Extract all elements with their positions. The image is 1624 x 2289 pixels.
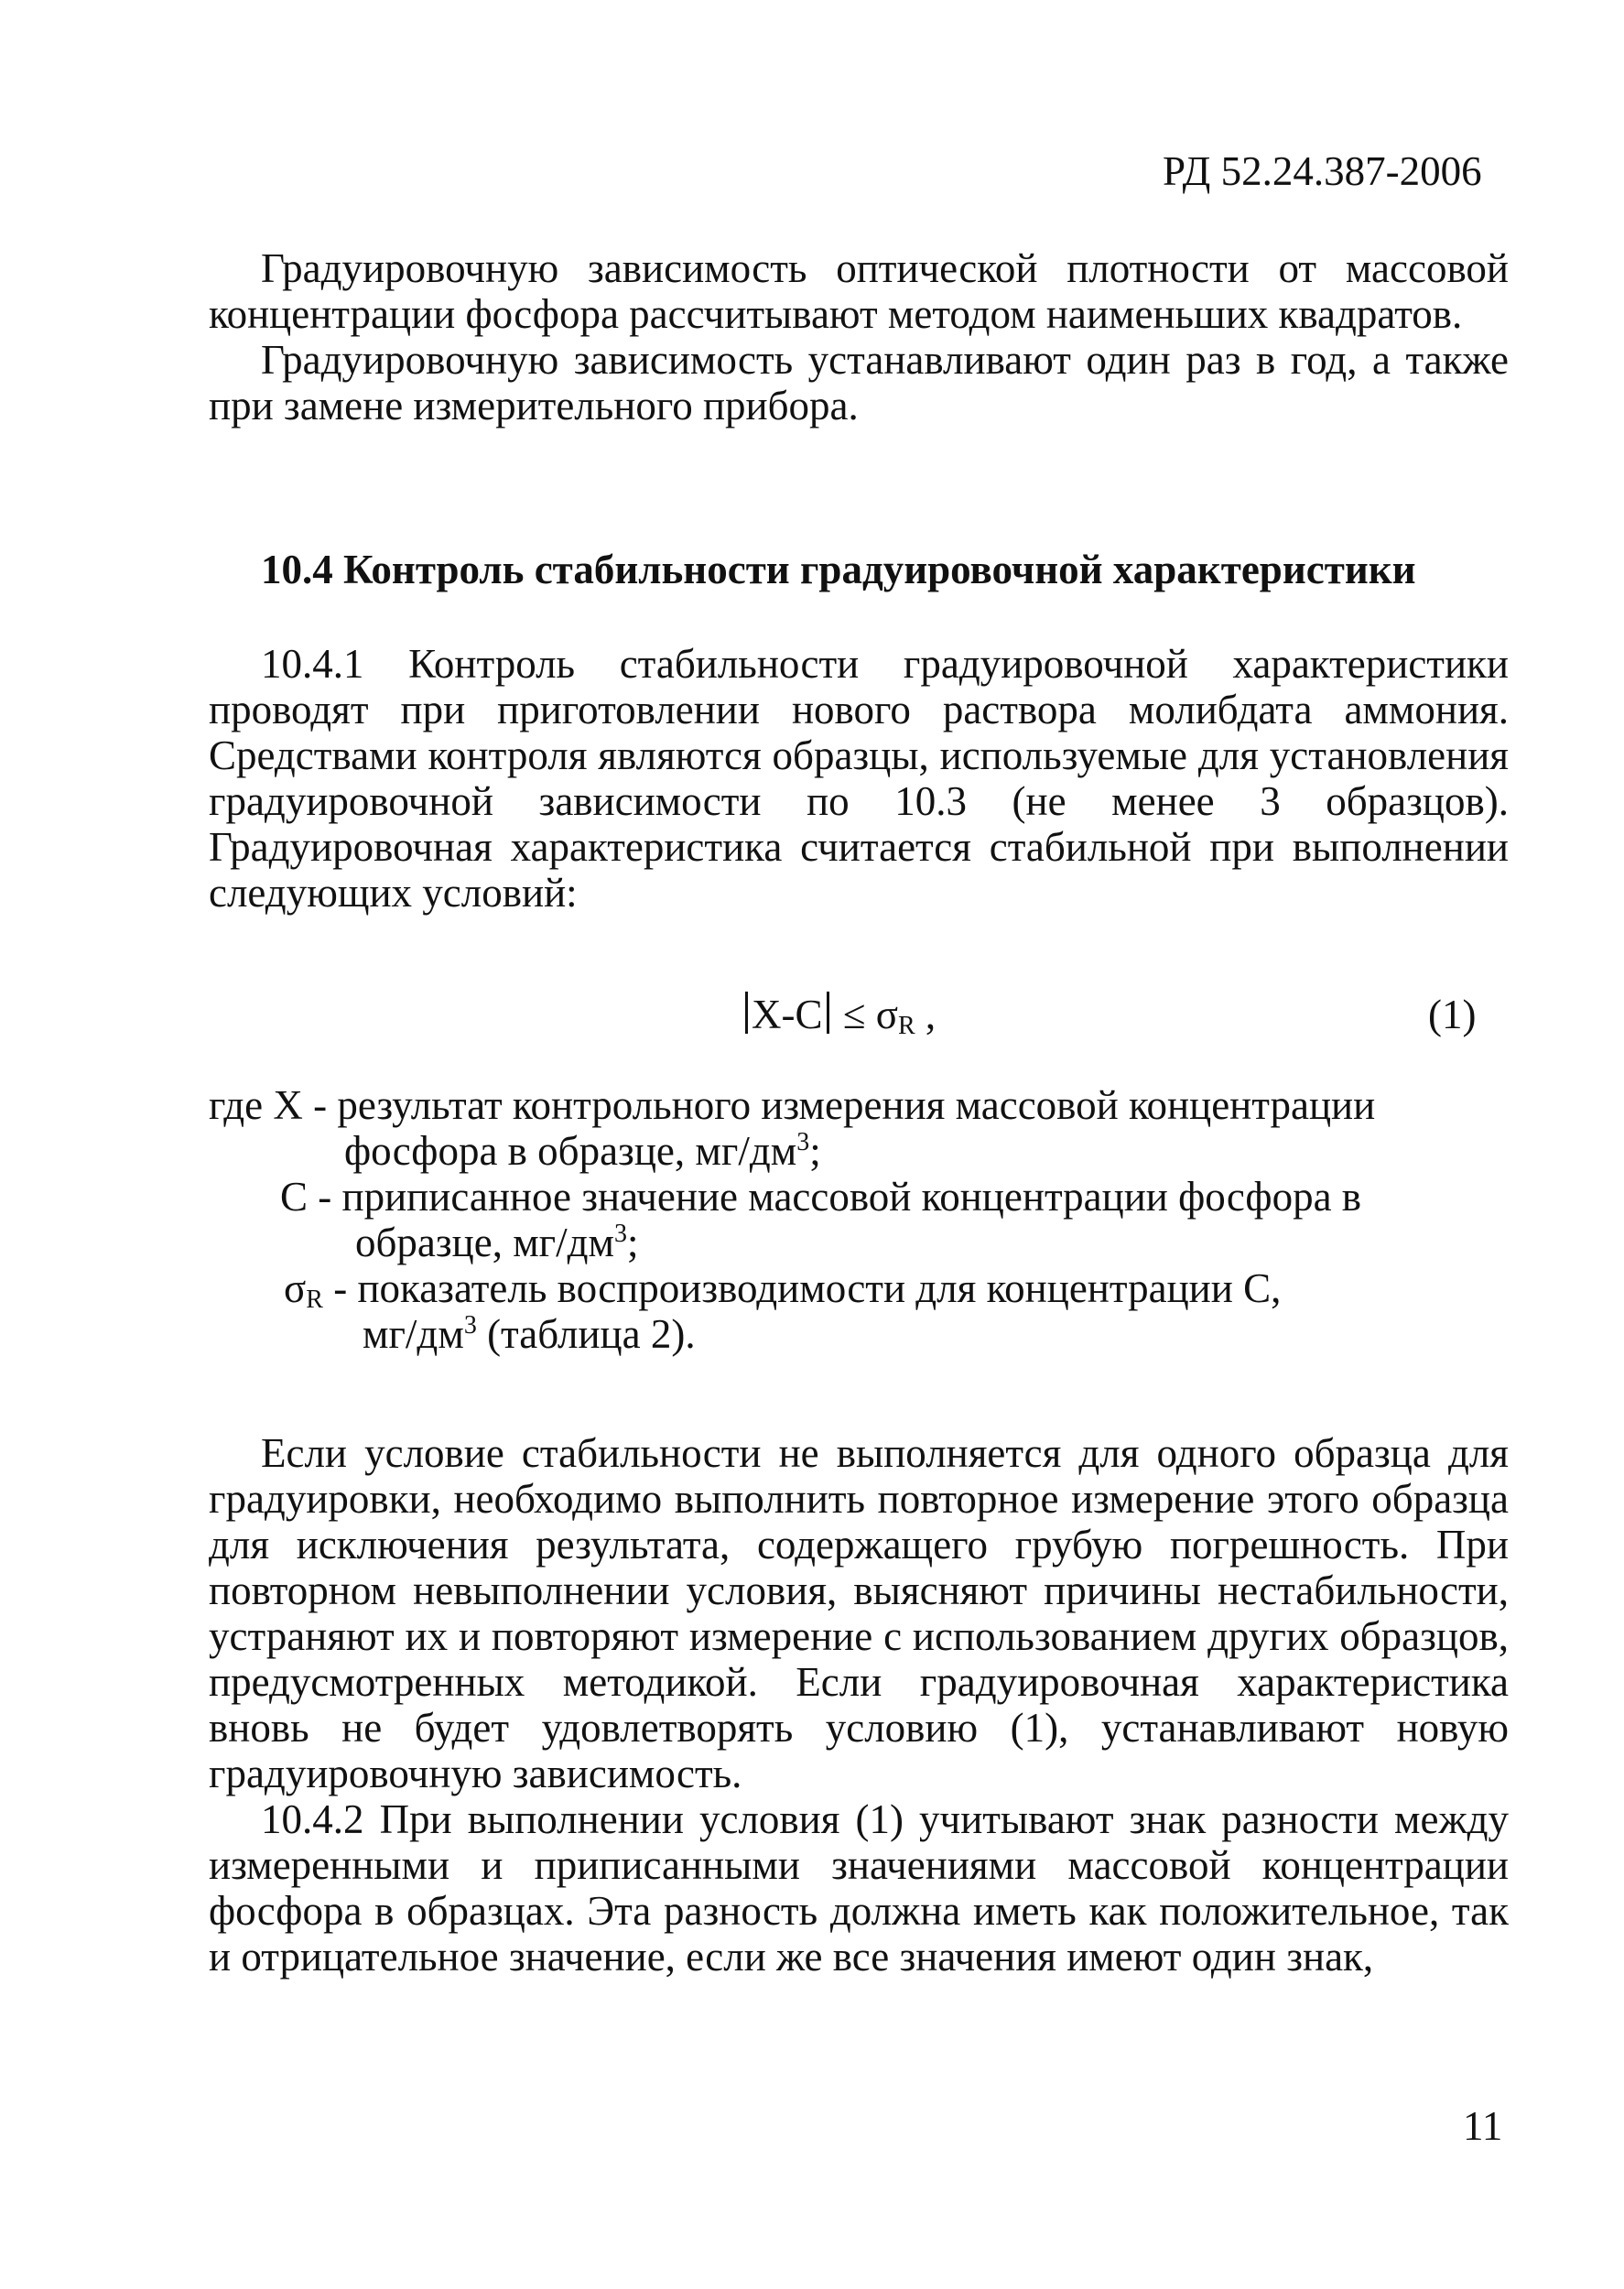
symbol-x: X [273, 1082, 303, 1128]
definition-sigma-cont: мг/дм [363, 1311, 464, 1357]
paragraph-10-4-2: 10.4.2 При выполнении условия (1) учитывают знак разности между измеренными и приписанными значениями массовой концентрации фосфора в образцах. Эта разность должна иметь как положительное, так и отрицательное значение, если же все значения имеют один знак, [209, 1796, 1509, 1980]
definition-x-cont: фосфора в образце, мг/дм [344, 1128, 797, 1174]
formula-subscript: R [897, 1012, 915, 1040]
symbol-c: C [280, 1174, 309, 1220]
definition-sigma-cont-tail: (таблица 2). [476, 1311, 696, 1357]
cube-superscript: 3 [796, 1128, 810, 1156]
definition-c-cont: образце, мг/дм [355, 1220, 615, 1265]
document-code: РД 52.24.387-2006 [1163, 148, 1482, 194]
equation-number: (1) [1428, 992, 1477, 1037]
symbol-sigma: σ [284, 1265, 307, 1311]
definition-x-text: - результат контрольного измерения массовой концентрации [302, 1082, 1376, 1128]
definitions-list [209, 1082, 1509, 1357]
formula-tail: , [915, 992, 937, 1037]
paragraph-calibration-method: Градуировочную зависимость оптической плотности от массовой концентрации фосфора рассчитывают методом наименьших квадратов. [209, 245, 1509, 337]
after-text [209, 1430, 1509, 1980]
paragraph-instability-actions: Если условие стабильности не выполняется для одного образца для градуировки, необходимо выполнить повторное измерение этого образца для исключения результата, содержащего грубую погрешность. При повторном невыполнении условия, выясняют причины нестабильности, устраняют их и повторяют измерение с использованием других образцов, предусмотренных методикой. Если градуировочная характеристика вновь не будет удовлетворять условию (1), устанавливают новую градуировочную зависимость. [209, 1430, 1509, 1796]
page-number: 11 [1463, 2103, 1503, 2149]
definition-c [209, 1174, 1509, 1265]
semicolon: ; [809, 1128, 821, 1174]
intro-text [209, 245, 1509, 429]
definition-x [209, 1082, 1509, 1174]
section-text [209, 641, 1509, 916]
definition-c-text: - приписанное значение массовой концентрации фосфора в [308, 1174, 1362, 1220]
section-heading: 10.4 Контроль стабильности градуировочной характеристики [261, 547, 1416, 592]
abs-bar-left [745, 992, 748, 1034]
abs-bar-right [827, 992, 829, 1034]
stability-formula [742, 989, 936, 1052]
cube-superscript: 3 [463, 1311, 477, 1340]
paragraph-10-4-1: 10.4.1 Контроль стабильности градуировочной характеристики проводят при приготовлении нового раствора молибдата аммония. Средствами контроля являются образцы, используемые для установления градуировочной зависимости по 10.3 (не менее 3 образцов). Градуировочная характеристика считается стабильной при выполнении следующих условий: [209, 641, 1509, 916]
definition-sigma-text: - показатель воспроизводимости для концентрации С, [322, 1265, 1282, 1311]
cube-superscript: 3 [614, 1220, 628, 1248]
formula-operator: ≤ σ [842, 992, 898, 1037]
definition-sigma [209, 1265, 1509, 1357]
semicolon: ; [627, 1220, 639, 1265]
paragraph-calibration-frequency: Градуировочную зависимость устанавливают один раз в год, а также при замене измерительного прибора. [209, 337, 1509, 429]
sigma-subscript: R [306, 1286, 323, 1314]
where-word: где [209, 1082, 264, 1128]
formula-lhs: X-C [752, 992, 823, 1037]
